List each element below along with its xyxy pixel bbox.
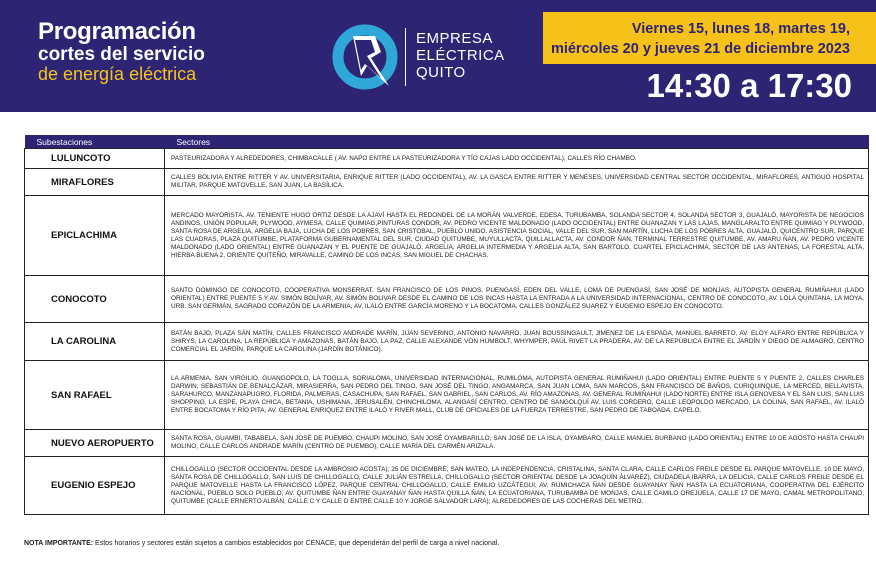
substation-name: MIRAFLORES bbox=[25, 169, 165, 196]
time-range: 14:30 a 17:30 bbox=[646, 67, 852, 104]
footnote-label: NOTA IMPORTANTE: bbox=[24, 540, 94, 547]
title-line-3: de energía eléctrica bbox=[38, 64, 197, 84]
table-row bbox=[25, 430, 869, 457]
schedule-table bbox=[24, 135, 869, 515]
sectors-text: CHILLOGALLO (SECTOR OCCIDENTAL DESDE LA AMBROSIO ACOSTA); 25 DE DICIEMBRE, SAN MATEO, LA INDEPENDENCIA, CRISTALINA, SANTA CLARA, CALLE CARLOS FREILE DESDE EL PARQUE MATOVELLE, 10 DE MAYO, SANTA ROSA DE CHILLOGALLO, SAN LUIS DE CHILLOGALLO, CALLE JULIÁN ESTRELLA, CHILLOGALLO (SECTOR ORIENTAL DESDE LA JOAQUÍN ÁLVAREZ), CIUDADELA IBARRA, LA DELICIA, CALLE CARLOS FREILE DESDE EL PARQUE MATOVELLE HASTA LA FRANCISCO LÓPEZ, PARQUE CENTRAL CHILLOGALLO, CALLE EMILIO UZCÁTEGUI, AV. RUMICHACA ÑAN DESDE GUAYANAY ÑAN HASTA LA ECUATORIANA, COOPERATIVA DEL EJÉRCITO NACIONAL, PUEBLO SOLO PUEBLO, AV. QUITUMBE ÑAN ENTRE GUAYANAY ÑAN HASTA QUILLA ÑAN, LA ECUATORIANA, TURUBAMBA DE MONJAS, CALLE CAMILO OREJUELA, CALLE 17 DE MAYO, CAMAL METROPOLITANO, QUITUMBE (CALLE ERNERTO ALBÁN, CALLE C Y CALLE D ENTRE CALLE 10 Y JORGE SALVADOR LARA); ALREDEDORES DE LAS COCHERAS DEL METRO. bbox=[165, 457, 869, 515]
sectors-text: SANTO DOMINGO DE CONOCOTO, COOPERATIVA MONSERRAT, SAN FRANCISCO DE LOS PINOS, PUENGASÍ, EDEN DEL VALLE, LOMA DE PUENGASÍ, SAN JOSÉ DE MONJAS, AUTOPISTA GENERAL RUMIÑAHUI (LADO ORIENTAL) ENTRE PUENTE 5 Y AV. SIMÓN BOLÍVAR, AV. SIMÓN BOLIVAR DESDE EL CAMINO DE LOS INCAS HASTA LA ENTRADA A LA UNIVERSIDAD INTERNACIONAL, CENTRO DE CONOCOTO, AV. LOLA QUINTANA, LA MOYA, URB. SAN GERMÁN, SAGRADO CORAZÓN DE LA ARMENIA, AV. ILALÓ ENTRE GARCÍA MORENO Y LA BOCATOMA, CALLES GONZÁLEZ SUAREZ Y EUGENIO ESPEJO EN CONOCOTO. bbox=[165, 276, 869, 323]
company-logo-icon bbox=[331, 24, 403, 94]
substation-name: CONOCOTO bbox=[25, 276, 165, 323]
footnote bbox=[24, 540, 499, 547]
substation-name: EUGENIO ESPEJO bbox=[25, 457, 165, 515]
substation-name: LA CAROLINA bbox=[25, 323, 165, 361]
table-row bbox=[25, 361, 869, 430]
sectors-text: BATÁN BAJO, PLAZA SÁN MATÍN, CALLES FRANCISCO ANDRADE MARÍN, JUAN SEVERINO, ANTONIO NAVARRO, JUAN BOUSSINGAULT, JIMENEZ DE LA ESPADA, MANUEL BARRETO, AV. ELOY ALFARO ENTRE REPÚBLICA Y SHIRYS, LA CAROLINA, LA REPÚBLICA Y AMAZONAS, BATÁN BAJO, LA PAZ, CALLE ALEXANDE VON HUMBOLT, WHYMPER, PAÚL RIVET LA PRADERA, AV. DE LA REPÚBLICA ENTRE EL JARDÍN Y DIEGO DE ALMAGRO, CENTRO COMERCIAL EL JARDÍN, PARQUE LA CAROLINA (JARDÍN BOTÁNICO). bbox=[165, 323, 869, 361]
table-row bbox=[25, 323, 869, 361]
brand-line-3: QUITO bbox=[416, 64, 466, 81]
sectors-text: SANTA ROSA, GUAMBI, TABABELA, SAN JOSÉ DE PUEMBO, CHAUPI MOLINO, SAN JOSÉ OYAMBARILLO, SAN JOSÉ DE LA ISLA, OYAMBARO, CALLE MANUEL BURBANO (LADO ORIENTAL) ENTRE 10 DE AGOSTO HASTA CHAUPI MOLINO, CALLE CARLOS ANDRADE MARÍN (CENTRO DE PUEMBO), CALLE MARÍA DEL CARMÉN ARIZALA. bbox=[165, 430, 869, 457]
table-header-row bbox=[25, 135, 869, 149]
substation-name: LULUNCOTO bbox=[25, 149, 165, 169]
title-line-2: cortes del servicio bbox=[38, 44, 205, 65]
table-row bbox=[25, 149, 869, 169]
sectors-text: MERCADO MAYORISTA, AV. TENIENTE HUGO ORTIZ DESDE LA AJAVÍ HASTA EL REDONDEL DE LA MORÁN VALVERDE, EDESA, TURUBAMBA, SOLANDA SECTOR 4, SOLANDA SECTOR 3, GUAJALÓ, MAYORISTA DE NEGOCIOS ANDINOS, UNIÓN POPULAR, PLYWOOD, AYMESA, CALLE QUIMIAG,PINTURAS CONDOR, AV. PEDRO VICENTE MALDONADO (LADO OCCIDENTAL) ENTRE GUANAZAN Y LAS LAJAS, MANGLARALTO ENTRE QUIMIAG Y PLYWOOD, SANTA ROSA DE ARGELIA, ARGELIA BAJA, LUCHA DE LOS POBRES, SAN CRISTOBAL, PUEBLO UNIDO, ASISTENCIA SOCIAL, VALLE DEL SUR, SAN MARTÍN, LUCHA DE LOS POBRES ALTA, GUAJALÓ, QUICENTRO SUR, PARQUE LAS CUADRAS, PLAZA QUITUMBE, PLATAFORMA GUBERNAMENTAL DEL SUR, CIUDAD QUITUMBE, MUYULLACTA, QUILLALLACTA, AV. CONDOR ÑAN, TERMINAL TERRESTRE QUITUMBE, AV. AMARU ÑAN, AV. PEDRO VICENTE MALDONADO (LADO ORIENTAL) ENTRE GUANAZAN Y EL PUENTE DE GUAJALÓ, ARGELIA, ARGELIA INTERMEDIA Y ARGELIA ALTA, SAN BARTOLO, CUARTEL EPICLACHIMA, SECTOR DE LAS ANTENAS, LA FORESTAL ALTA, HIERBA BUENA 2, ORIENTE QUITEÑO, MIRAVALLE, CAMINO DE LOS INCAS, SAN MIGUEL DE CHACHAS. bbox=[165, 196, 869, 276]
brand-name bbox=[416, 30, 505, 81]
page-title bbox=[38, 20, 205, 83]
substation-name: EPICLACHIMA bbox=[25, 196, 165, 276]
sectors-text: CALLES BOLIVIA ENTRE RITTER Y AV. UNIVERSITARIA, ENRIQUE RITTER (LADO OCCIDENTAL), AV. LA GASCA ENTRE RITTER Y MENESES, UNIVERSIDAD CENTRAL SECTOR OCCIDENTAL, MIRAFLORES, ANTIGUO HOSPITAL MILITAR, PARQUE MATOVELLE, SAN JUAN, LA BASÍLICA. bbox=[165, 169, 869, 196]
brand-line-1: EMPRESA bbox=[416, 30, 493, 47]
table-row bbox=[25, 276, 869, 323]
brand-line-2: ELÉCTRICA bbox=[416, 47, 505, 64]
dates-box bbox=[543, 12, 876, 64]
logo-divider bbox=[405, 28, 406, 86]
table-row bbox=[25, 196, 869, 276]
substation-name: SAN RAFAEL bbox=[25, 361, 165, 430]
column-header-substation: Subestaciones bbox=[25, 135, 165, 149]
table-row bbox=[25, 169, 869, 196]
dates-line-1: Viernes 15, lunes 18, martes 19, bbox=[631, 21, 850, 37]
dates-line-2: miércoles 20 y jueves 21 de diciembre 2023 bbox=[550, 41, 850, 57]
sectors-text: PASTEURIZADORA Y ALREDEDORES, CHIMBACALLE ( AV. NAPO ENTRE LA PASTEURIZADORA Y TÍO CAJAS LADO OCCIDENTAL), CALLES RÍO CHAMBO. bbox=[165, 149, 869, 169]
column-header-sectors: Sectores bbox=[165, 135, 869, 149]
header-banner bbox=[0, 0, 876, 112]
footnote-text: Estos horarios y sectores están sujetos a cambios establecidos por CENACE, que dependerán del perfil de carga a nivel nacional. bbox=[93, 540, 500, 547]
table-row bbox=[25, 457, 869, 515]
sectors-text: LA ARMENIA, SAN VIRGILIO, GUANGOPOLO, LA TOGLLA, SORIALOMA, UNIVERSIDAD INTERNACIONAL, RUMILOMA, AUTOPISTA GENERAL RUMIÑAHUI (LADO ORIENTAL) ENTRE PUENTE 5 Y PUENTE 2, CALLES CHARLES DARWIN, SEBASTIÁN DE BENALCÁZAR, MIRASIERRA, SAN PEDRO DEL TINGO, SAN JOSÉ DEL TINGO, ANGAMARCA, SAN JUAN LOMA, SAN MARCOS, SAN FRANCISCO DE BAÑOS, CURIQUINQUE, LA MERCED, BELLAVISTA, SARAHURCO, MANZANAPUGRO, FLORIDA, PALMERAS, CASACHUPA, SAN RAFAEL, SAN GABRIEL, SAN CARLOS, AV. RÍO AMAZONAS, AV. GENERAL RUMIÑAHUI (LADO NORTE) ENTRE ISLA GENOVESA Y EL SAN LUIS, SAN LUIS SHOPPING, LA ESPE, PLAYA CHICA, BETANIA, USHIMANA, JERUSALÉN, CHINCHILOMA, ALANGASÍ CENTRO, CENTRO DE SANGOLQUÍ AV. LUIS CORDERO, CALLE LEOPOLDO MERCADO, LA COLINA, SAN RAFAEL, AV. ILALÓ ENTRE BOCATOMA Y RÍO PITA, AV. GENERAL ENRIQUEZ ENTRE ILALÓ Y RIVER MALL, CLUB DE OFICIALES DE LA FUERZA TERRESTRE, SAN PEDRO DE TABOADA, CAPELO. bbox=[165, 361, 869, 430]
title-line-1: Programación bbox=[38, 18, 196, 45]
substation-name: NUEVO AEROPUERTO bbox=[25, 430, 165, 457]
dates-text bbox=[551, 19, 850, 59]
